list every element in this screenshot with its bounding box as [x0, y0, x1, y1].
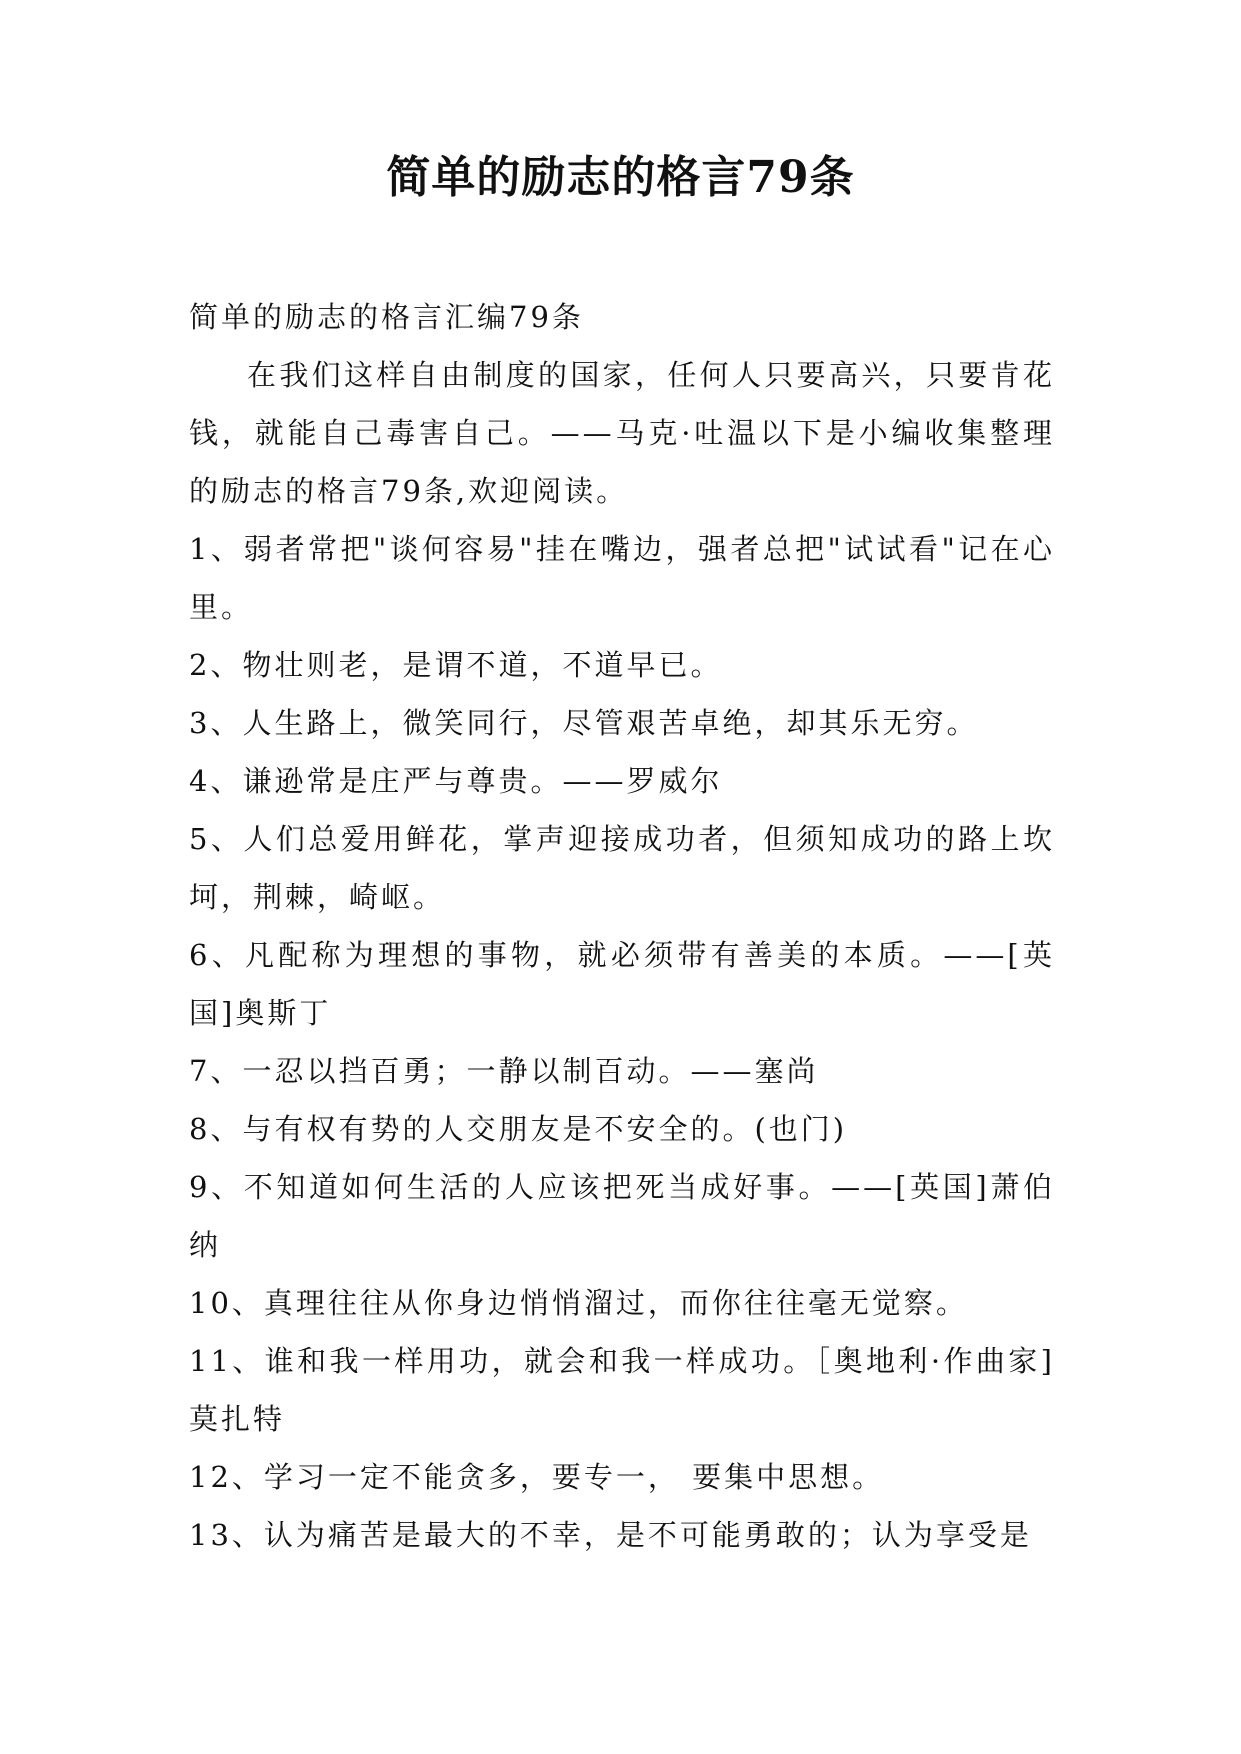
document-title: 简单的励志的格言79条	[386, 152, 855, 203]
quote-item-9: 9、不知道如何生活的人应该把死当成好事。——[英国]萧伯纳	[189, 1170, 1055, 1262]
quote-item-7: 7、一忍以挡百勇；一静以制百动。——塞尚	[189, 1054, 819, 1088]
quote-item-4: 4、谦逊常是庄严与尊贵。——罗威尔	[189, 764, 723, 798]
quote-item-6: 6、凡配称为理想的事物，就必须带有善美的本质。——[英国]奥斯丁	[189, 938, 1055, 1030]
document-subtitle: 简单的励志的格言汇编79条	[189, 300, 584, 334]
quote-item-11: 11、谁和我一样用功，就会和我一样成功。［奥地利·作曲家]莫扎特	[189, 1344, 1055, 1436]
quote-item-5: 5、人们总爱用鲜花，掌声迎接成功者，但须知成功的路上坎坷，荆棘，崎岖。	[189, 822, 1055, 914]
document-body	[189, 288, 1055, 1564]
quote-item-2: 2、物壮则老，是谓不道，不道早已。	[189, 648, 723, 682]
intro-paragraph: 在我们这样自由制度的国家，任何人只要高兴，只要肯花钱，就能自己毒害自己。——马克·吐温以下是小编收集整理的励志的格言79条,欢迎阅读。	[189, 358, 1055, 508]
quote-item-12: 12、学习一定不能贪多，要专一， 要集中思想。	[189, 1460, 885, 1494]
quote-item-3: 3、人生路上，微笑同行，尽管艰苦卓绝，却其乐无穷。	[189, 706, 979, 740]
quote-item-10: 10、真理往往从你身边悄悄溜过，而你往往毫无觉察。	[189, 1286, 968, 1320]
quote-item-13: 13、认为痛苦是最大的不幸，是不可能勇敢的；认为享受是	[189, 1518, 1032, 1552]
quote-item-1: 1、弱者常把"谈何容易"挂在嘴边，强者总把"试试看"记在心里。	[189, 532, 1055, 624]
quote-item-8: 8、与有权有势的人交朋友是不安全的。(也门)	[189, 1112, 848, 1146]
